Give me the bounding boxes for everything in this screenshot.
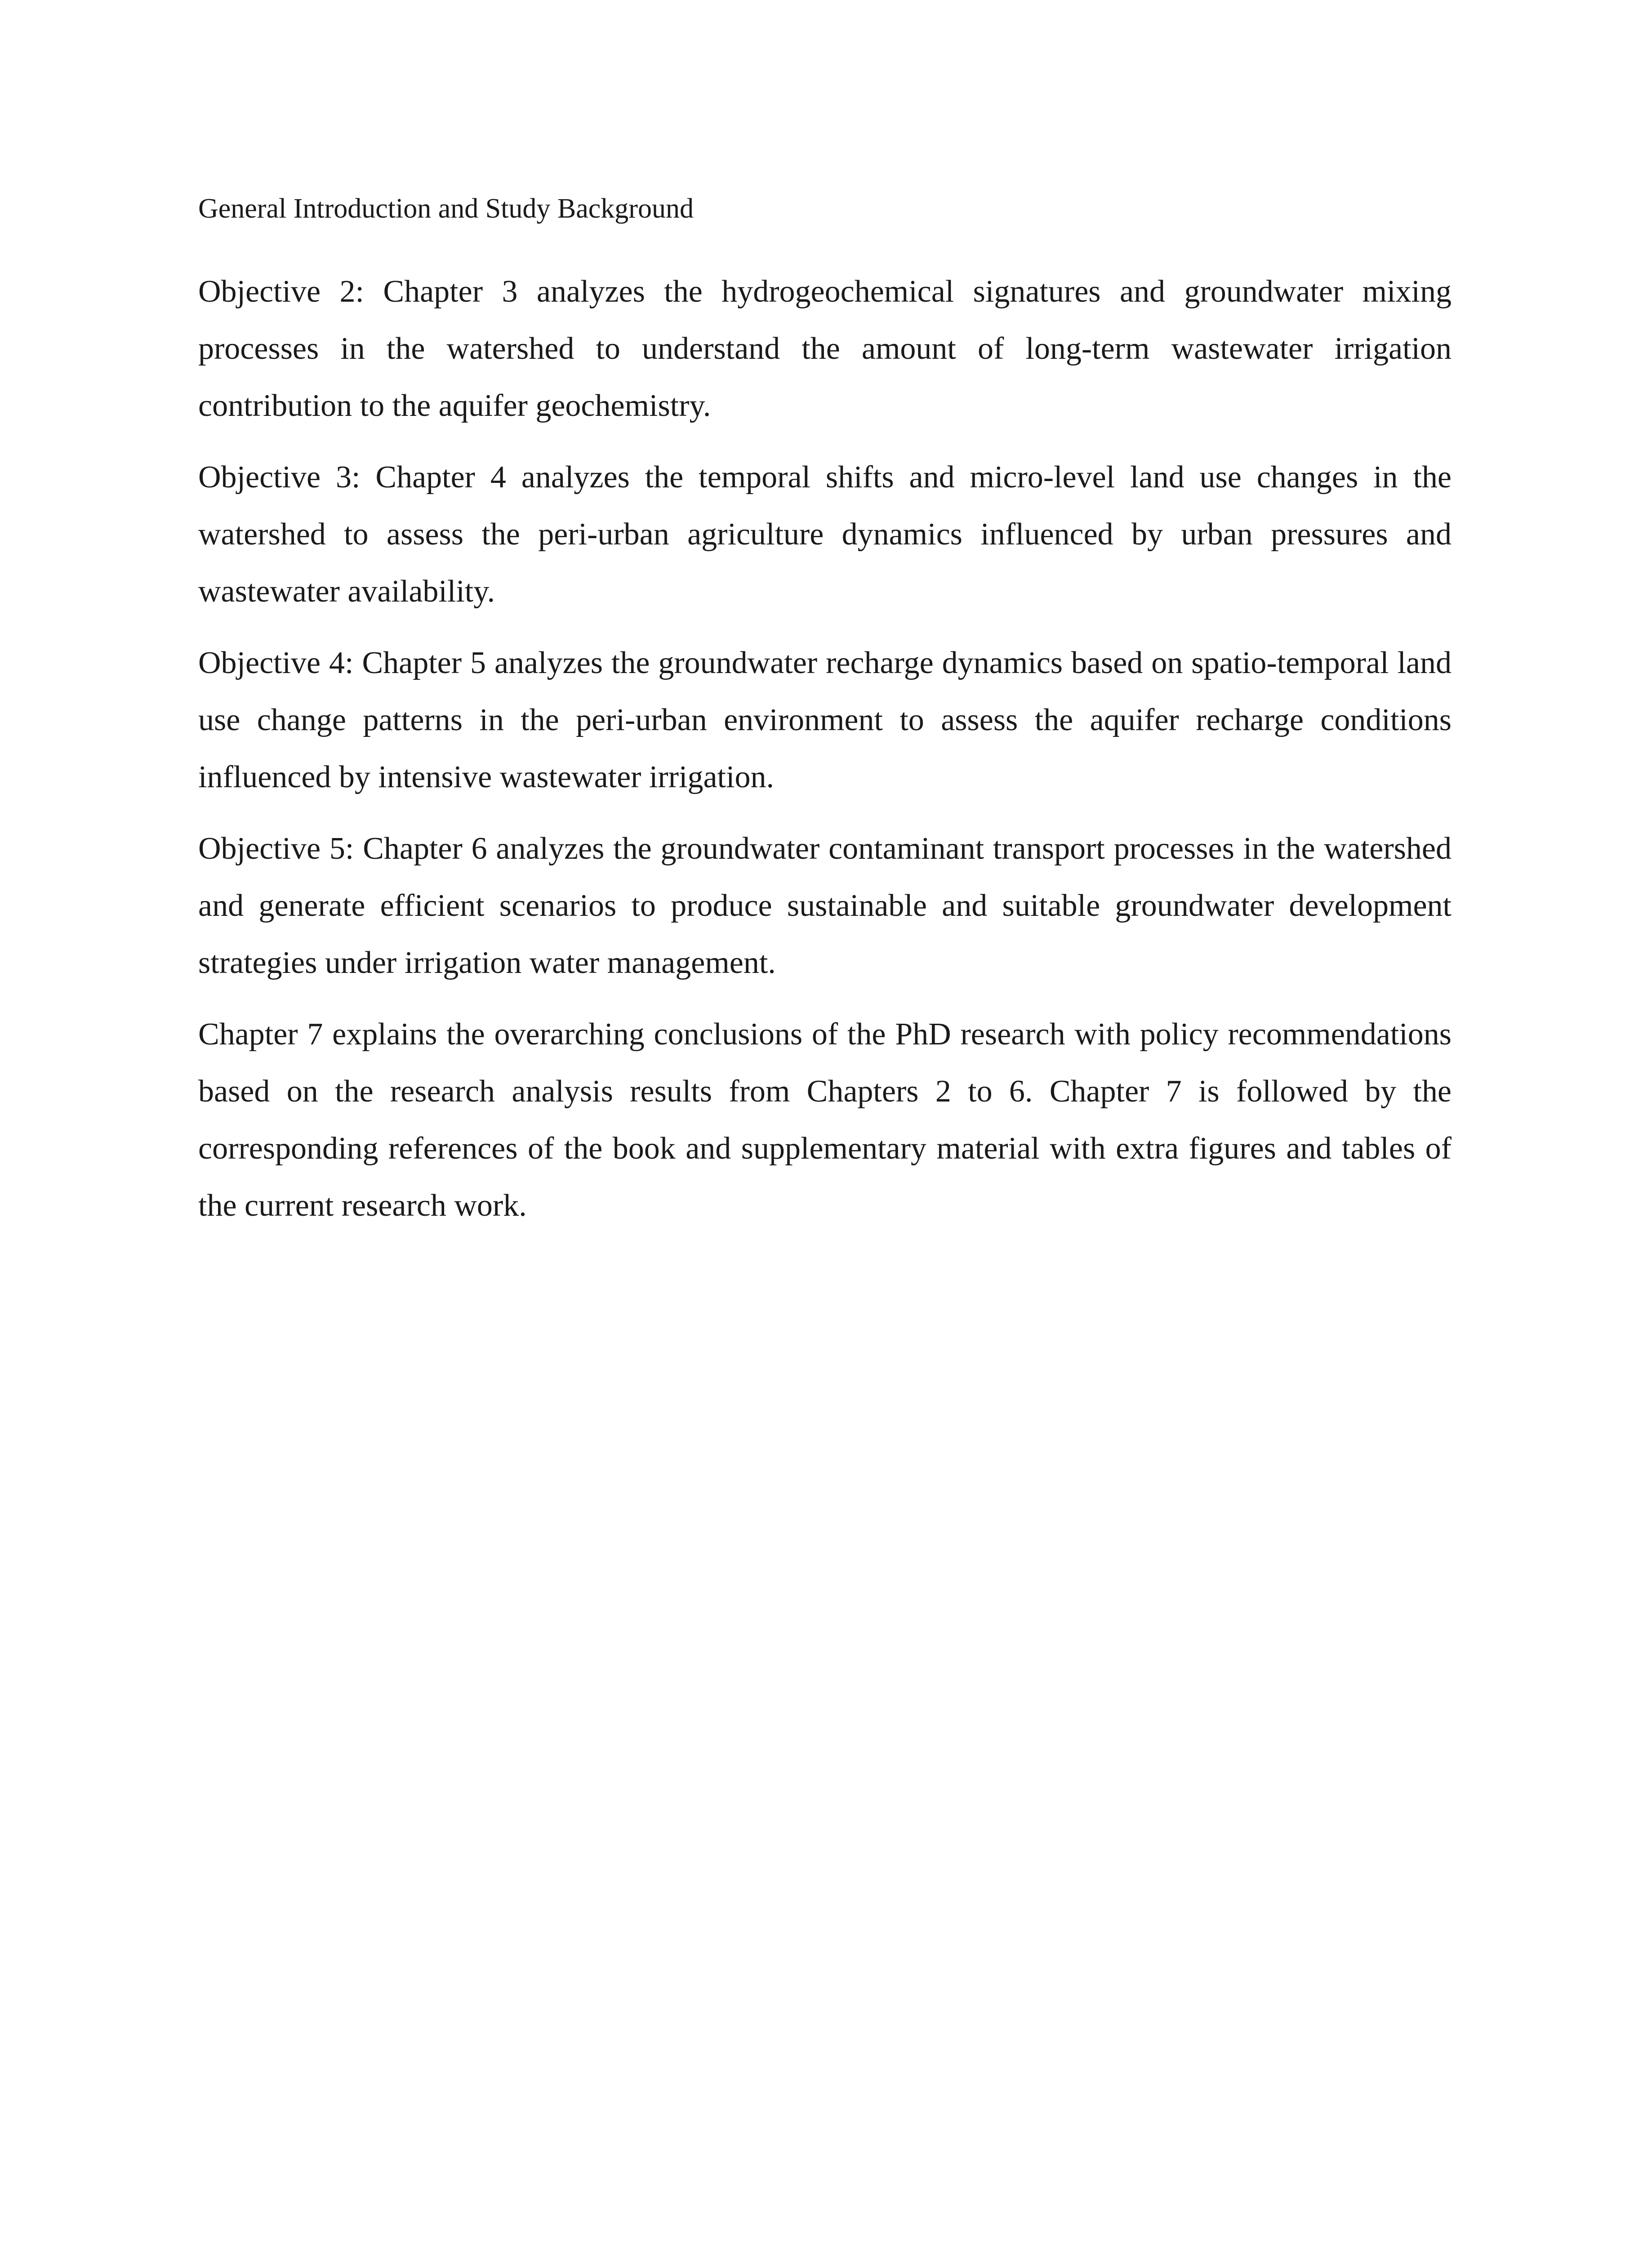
paragraph-objective-4: Objective 4: Chapter 5 analyzes the groundwater recharge dynamics based on spatio-temporal land use change patterns in the peri-urban environment to assess the aquifer recharge conditions influenced by intensive wastewater irrigation. (198, 646, 1452, 794)
paragraph-objective-3: Objective 3: Chapter 4 analyzes the temporal shifts and micro-level land use changes in the watershed to assess the peri-urban agriculture dynamics influenced by urban pressures and wastewater availability. (198, 460, 1452, 609)
paragraph-objective-2: Objective 2: Chapter 3 analyzes the hydrogeochemical signatures and groundwater mixing processes in the watershed to understand the amount of long-term wastewater irrigation contribution to the aquifer geochemistry. (198, 274, 1452, 423)
body-text (198, 263, 1452, 1249)
paragraph-chapter-7: Chapter 7 explains the overarching conclusions of the PhD research with policy recommendations based on the research analysis results from Chapters 2 to 6. Chapter 7 is followed by the corresponding references of the book and supplementary material with extra figures and tables of the current research work. (198, 1017, 1452, 1223)
running-header: General Introduction and Study Background (198, 193, 694, 224)
paragraph-objective-5: Objective 5: Chapter 6 analyzes the groundwater contaminant transport processes in the watershed and generate efficient scenarios to produce sustainable and suitable groundwater development strategies under irrigation water management. (198, 831, 1452, 980)
